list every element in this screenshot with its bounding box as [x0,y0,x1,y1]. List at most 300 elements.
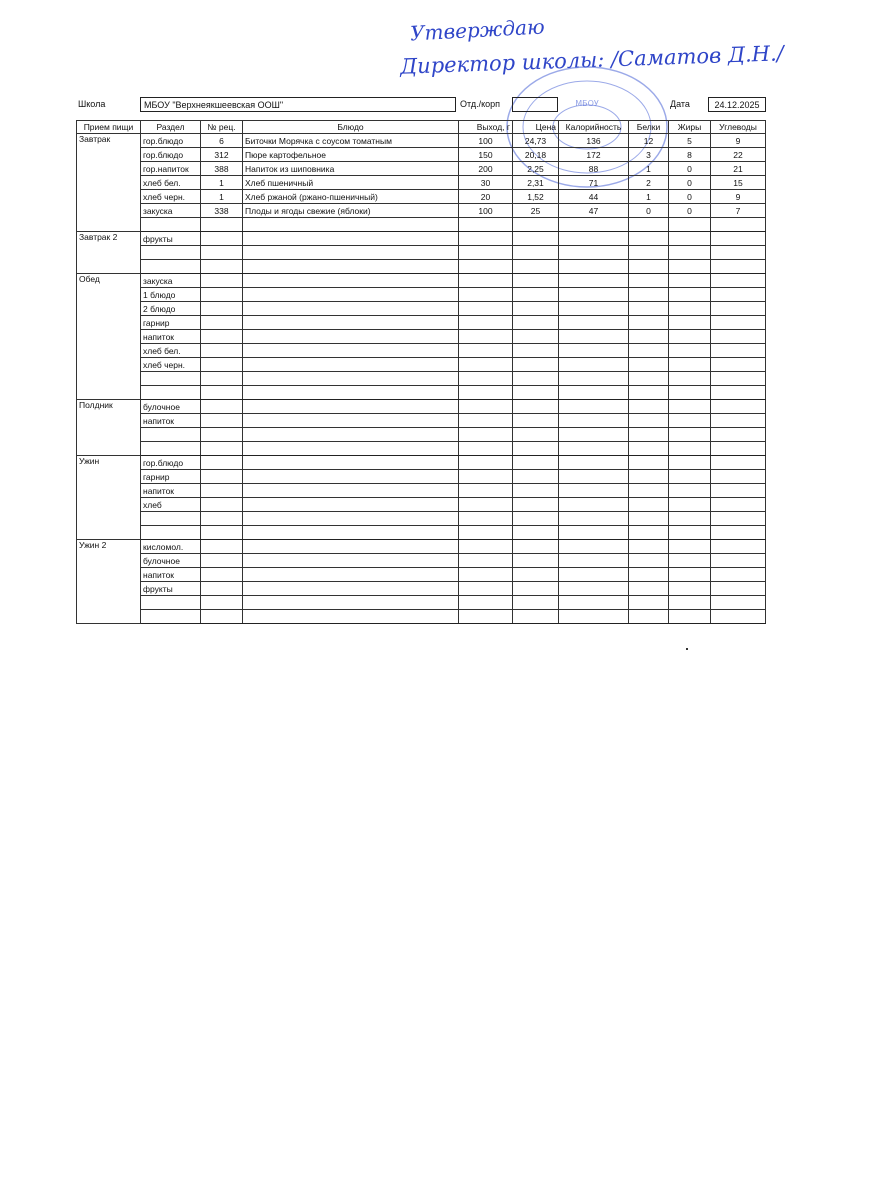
fat-cell [669,274,711,288]
fat-cell [669,330,711,344]
section-cell: гор.блюдо [141,134,201,148]
protein-cell: 0 [629,204,669,218]
fat-cell: 0 [669,190,711,204]
price-cell: 25 [513,204,559,218]
dish-cell [243,568,459,582]
dish-cell [243,470,459,484]
section-cell: 2 блюдо [141,302,201,316]
fat-cell [669,526,711,540]
carbs-cell [711,288,766,302]
dish-cell: Пюре картофельное [243,148,459,162]
col-dish: Блюдо [243,121,459,134]
recipe-cell [201,442,243,456]
dish-cell [243,246,459,260]
col-meal: Прием пищи [77,121,141,134]
recipe-cell [201,582,243,596]
dish-cell [243,428,459,442]
kcal-cell [559,610,629,624]
kcal-cell [559,442,629,456]
kcal-cell [559,400,629,414]
yield-cell [459,554,513,568]
kcal-cell [559,386,629,400]
dish-cell [243,456,459,470]
dish-cell: Хлеб ржаной (ржано-пшеничный) [243,190,459,204]
section-cell: хлеб черн. [141,190,201,204]
yield-cell [459,428,513,442]
carbs-cell [711,274,766,288]
protein-cell [629,596,669,610]
kcal-cell [559,372,629,386]
section-cell: булочное [141,554,201,568]
dish-cell [243,414,459,428]
yield-cell [459,484,513,498]
fat-cell [669,428,711,442]
yield-cell [459,470,513,484]
carbs-cell [711,414,766,428]
table-row [77,316,766,330]
section-cell: закуска [141,274,201,288]
protein-cell [629,316,669,330]
table-row [77,442,766,456]
section-cell: напиток [141,484,201,498]
yield-cell [459,344,513,358]
table-row [77,344,766,358]
table-row [77,568,766,582]
kcal-cell [559,218,629,232]
fat-cell [669,554,711,568]
yield-cell [459,330,513,344]
price-cell: 24,73 [513,134,559,148]
fat-cell [669,316,711,330]
price-cell [513,316,559,330]
price-cell [513,232,559,246]
dish-cell: Хлеб пшеничный [243,176,459,190]
table-row [77,484,766,498]
fat-cell [669,484,711,498]
protein-cell [629,610,669,624]
school-value: МБОУ "Верхнеякшеевская ООШ" [140,97,456,112]
carbs-cell: 15 [711,176,766,190]
protein-cell [629,568,669,582]
carbs-cell [711,568,766,582]
yield-cell [459,456,513,470]
meal-name: Полдник [77,400,141,456]
carbs-cell [711,512,766,526]
table-row [77,498,766,512]
carbs-cell [711,344,766,358]
yield-cell [459,540,513,554]
table-row [77,218,766,232]
kcal-cell [559,456,629,470]
yield-cell [459,610,513,624]
fat-cell: 8 [669,148,711,162]
yield-cell [459,358,513,372]
col-carbs: Углеводы [711,121,766,134]
col-section: Раздел [141,121,201,134]
price-cell [513,302,559,316]
yield-cell: 100 [459,134,513,148]
dish-cell [243,484,459,498]
yield-cell [459,526,513,540]
section-cell: гор.блюдо [141,456,201,470]
carbs-cell [711,358,766,372]
fat-cell [669,246,711,260]
section-cell: гор.напиток [141,162,201,176]
protein-cell [629,386,669,400]
dish-cell [243,302,459,316]
protein-cell [629,232,669,246]
section-cell: напиток [141,568,201,582]
carbs-cell [711,498,766,512]
table-row [77,134,766,148]
carbs-cell [711,400,766,414]
protein-cell: 3 [629,148,669,162]
recipe-cell: 388 [201,162,243,176]
yield-cell [459,302,513,316]
recipe-cell [201,414,243,428]
dish-cell [243,400,459,414]
date-label: Дата [670,99,690,109]
yield-cell [459,316,513,330]
recipe-cell [201,372,243,386]
recipe-cell [201,596,243,610]
recipe-cell [201,610,243,624]
recipe-cell: 338 [201,204,243,218]
fat-cell [669,456,711,470]
price-cell [513,400,559,414]
price-cell: 20,18 [513,148,559,162]
table-header-row [77,121,766,134]
price-cell [513,260,559,274]
section-cell [141,386,201,400]
yield-cell [459,582,513,596]
fat-cell [669,302,711,316]
section-cell: гарнир [141,470,201,484]
meal-name: Завтрак 2 [77,232,141,274]
kcal-cell: 44 [559,190,629,204]
meal-name: Ужин [77,456,141,540]
protein-cell [629,246,669,260]
price-cell [513,330,559,344]
fat-cell: 5 [669,134,711,148]
carbs-cell [711,456,766,470]
yield-cell: 150 [459,148,513,162]
recipe-cell [201,344,243,358]
recipe-cell [201,400,243,414]
section-cell [141,218,201,232]
section-cell: хлеб черн. [141,358,201,372]
section-cell: булочное [141,400,201,414]
carbs-cell: 7 [711,204,766,218]
yield-cell [459,512,513,526]
table-row [77,372,766,386]
carbs-cell [711,386,766,400]
table-row [77,330,766,344]
kcal-cell [559,274,629,288]
kcal-cell [559,414,629,428]
recipe-cell [201,386,243,400]
recipe-cell [201,246,243,260]
price-cell [513,246,559,260]
recipe-cell [201,260,243,274]
section-cell: напиток [141,414,201,428]
table-row [77,302,766,316]
section-cell: гарнир [141,316,201,330]
yield-cell [459,596,513,610]
recipe-cell [201,302,243,316]
col-recipe: № рец. [201,121,243,134]
protein-cell: 1 [629,190,669,204]
protein-cell [629,218,669,232]
yield-cell [459,246,513,260]
protein-cell [629,554,669,568]
recipe-cell [201,470,243,484]
table-row [77,596,766,610]
section-cell: хлеб [141,498,201,512]
carbs-cell [711,246,766,260]
carbs-cell [711,610,766,624]
recipe-cell [201,358,243,372]
date-value: 24.12.2025 [708,97,766,112]
kcal-cell [559,344,629,358]
price-cell [513,568,559,582]
protein-cell [629,512,669,526]
table-row [77,400,766,414]
recipe-cell [201,232,243,246]
section-cell: фрукты [141,232,201,246]
carbs-cell: 9 [711,190,766,204]
protein-cell [629,428,669,442]
fat-cell [669,596,711,610]
section-cell [141,372,201,386]
yield-cell [459,400,513,414]
recipe-cell [201,316,243,330]
dish-cell [243,540,459,554]
dish-cell [243,372,459,386]
recipe-cell [201,274,243,288]
carbs-cell [711,428,766,442]
protein-cell [629,372,669,386]
price-cell [513,218,559,232]
kcal-cell [559,582,629,596]
fat-cell [669,218,711,232]
price-cell [513,288,559,302]
yield-cell [459,372,513,386]
fat-cell [669,414,711,428]
table-row [77,610,766,624]
dish-cell [243,596,459,610]
kcal-cell [559,596,629,610]
fat-cell [669,498,711,512]
dish-cell: Биточки Морячка с соусом томатным [243,134,459,148]
col-fat: Жиры [669,121,711,134]
recipe-cell [201,456,243,470]
dept-label: Отд./корп [460,99,500,109]
section-cell [141,512,201,526]
section-cell [141,442,201,456]
dish-cell [243,316,459,330]
kcal-cell [559,568,629,582]
table-row [77,246,766,260]
recipe-cell [201,498,243,512]
dish-cell [243,386,459,400]
kcal-cell [559,554,629,568]
approval-line1: Утверждаю [409,14,546,46]
price-cell [513,498,559,512]
protein-cell: 1 [629,162,669,176]
table-row [77,274,766,288]
table-row [77,512,766,526]
table-row [77,526,766,540]
dish-cell: Плоды и ягоды свежие (яблоки) [243,204,459,218]
section-cell: 1 блюдо [141,288,201,302]
price-cell: 2,31 [513,176,559,190]
dish-cell: Напиток из шиповника [243,162,459,176]
recipe-cell: 312 [201,148,243,162]
recipe-cell [201,554,243,568]
fat-cell [669,540,711,554]
protein-cell [629,442,669,456]
carbs-cell: 21 [711,162,766,176]
price-cell [513,456,559,470]
price-cell [513,386,559,400]
fat-cell [669,610,711,624]
col-yield: Выход, г [459,121,513,134]
table-row [77,190,766,204]
approval-line2: Директор школы: /Саматов Д.Н./ [399,41,785,79]
yield-cell [459,232,513,246]
fat-cell: 0 [669,162,711,176]
dish-cell [243,554,459,568]
yield-cell: 20 [459,190,513,204]
kcal-cell: 71 [559,176,629,190]
protein-cell [629,414,669,428]
kcal-cell: 47 [559,204,629,218]
kcal-cell [559,526,629,540]
table-row [77,540,766,554]
dish-cell [243,232,459,246]
school-label: Школа [78,99,106,109]
carbs-cell [711,302,766,316]
yield-cell [459,218,513,232]
col-kcal: Калорийность [559,121,629,134]
yield-cell [459,288,513,302]
carbs-cell [711,442,766,456]
carbs-cell [711,330,766,344]
kcal-cell [559,470,629,484]
carbs-cell [711,526,766,540]
kcal-cell [559,316,629,330]
recipe-cell [201,218,243,232]
recipe-cell [201,330,243,344]
fat-cell [669,344,711,358]
price-cell [513,414,559,428]
yield-cell [459,414,513,428]
dish-cell [243,274,459,288]
carbs-cell [711,470,766,484]
document-header [76,97,766,113]
yield-cell [459,260,513,274]
section-cell: хлеб бел. [141,176,201,190]
fat-cell [669,260,711,274]
carbs-cell [711,596,766,610]
section-cell [141,246,201,260]
fat-cell [669,582,711,596]
section-cell: хлеб бел. [141,344,201,358]
menu-table [76,120,766,624]
table-row [77,554,766,568]
section-cell: кисломол. [141,540,201,554]
recipe-cell [201,526,243,540]
protein-cell [629,274,669,288]
kcal-cell: 172 [559,148,629,162]
price-cell [513,358,559,372]
fat-cell [669,232,711,246]
carbs-cell [711,218,766,232]
table-row [77,470,766,484]
kcal-cell [559,428,629,442]
price-cell [513,484,559,498]
protein-cell [629,330,669,344]
carbs-cell [711,316,766,330]
protein-cell [629,582,669,596]
table-row [77,204,766,218]
protein-cell [629,526,669,540]
section-cell [141,260,201,274]
protein-cell [629,358,669,372]
table-row [77,232,766,246]
yield-cell [459,498,513,512]
table-row [77,386,766,400]
table-row [77,456,766,470]
yield-cell: 200 [459,162,513,176]
fat-cell [669,400,711,414]
section-cell: фрукты [141,582,201,596]
fat-cell: 0 [669,176,711,190]
price-cell [513,540,559,554]
dept-value [512,97,558,112]
meal-name: Завтрак [77,134,141,232]
carbs-cell [711,582,766,596]
protein-cell [629,260,669,274]
recipe-cell [201,568,243,582]
dish-cell [243,218,459,232]
dish-cell [243,358,459,372]
stamp-center-text: МБОУ [575,99,599,108]
kcal-cell [559,512,629,526]
yield-cell [459,442,513,456]
carbs-cell: 22 [711,148,766,162]
fat-cell [669,386,711,400]
price-cell: 2,25 [513,162,559,176]
recipe-cell: 6 [201,134,243,148]
fat-cell [669,568,711,582]
table-row [77,358,766,372]
protein-cell [629,288,669,302]
scan-speck [686,648,688,650]
recipe-cell [201,512,243,526]
kcal-cell [559,330,629,344]
price-cell [513,372,559,386]
table-row [77,414,766,428]
protein-cell [629,344,669,358]
protein-cell: 2 [629,176,669,190]
col-protein: Белки [629,121,669,134]
yield-cell: 30 [459,176,513,190]
carbs-cell [711,484,766,498]
protein-cell [629,456,669,470]
price-cell [513,526,559,540]
